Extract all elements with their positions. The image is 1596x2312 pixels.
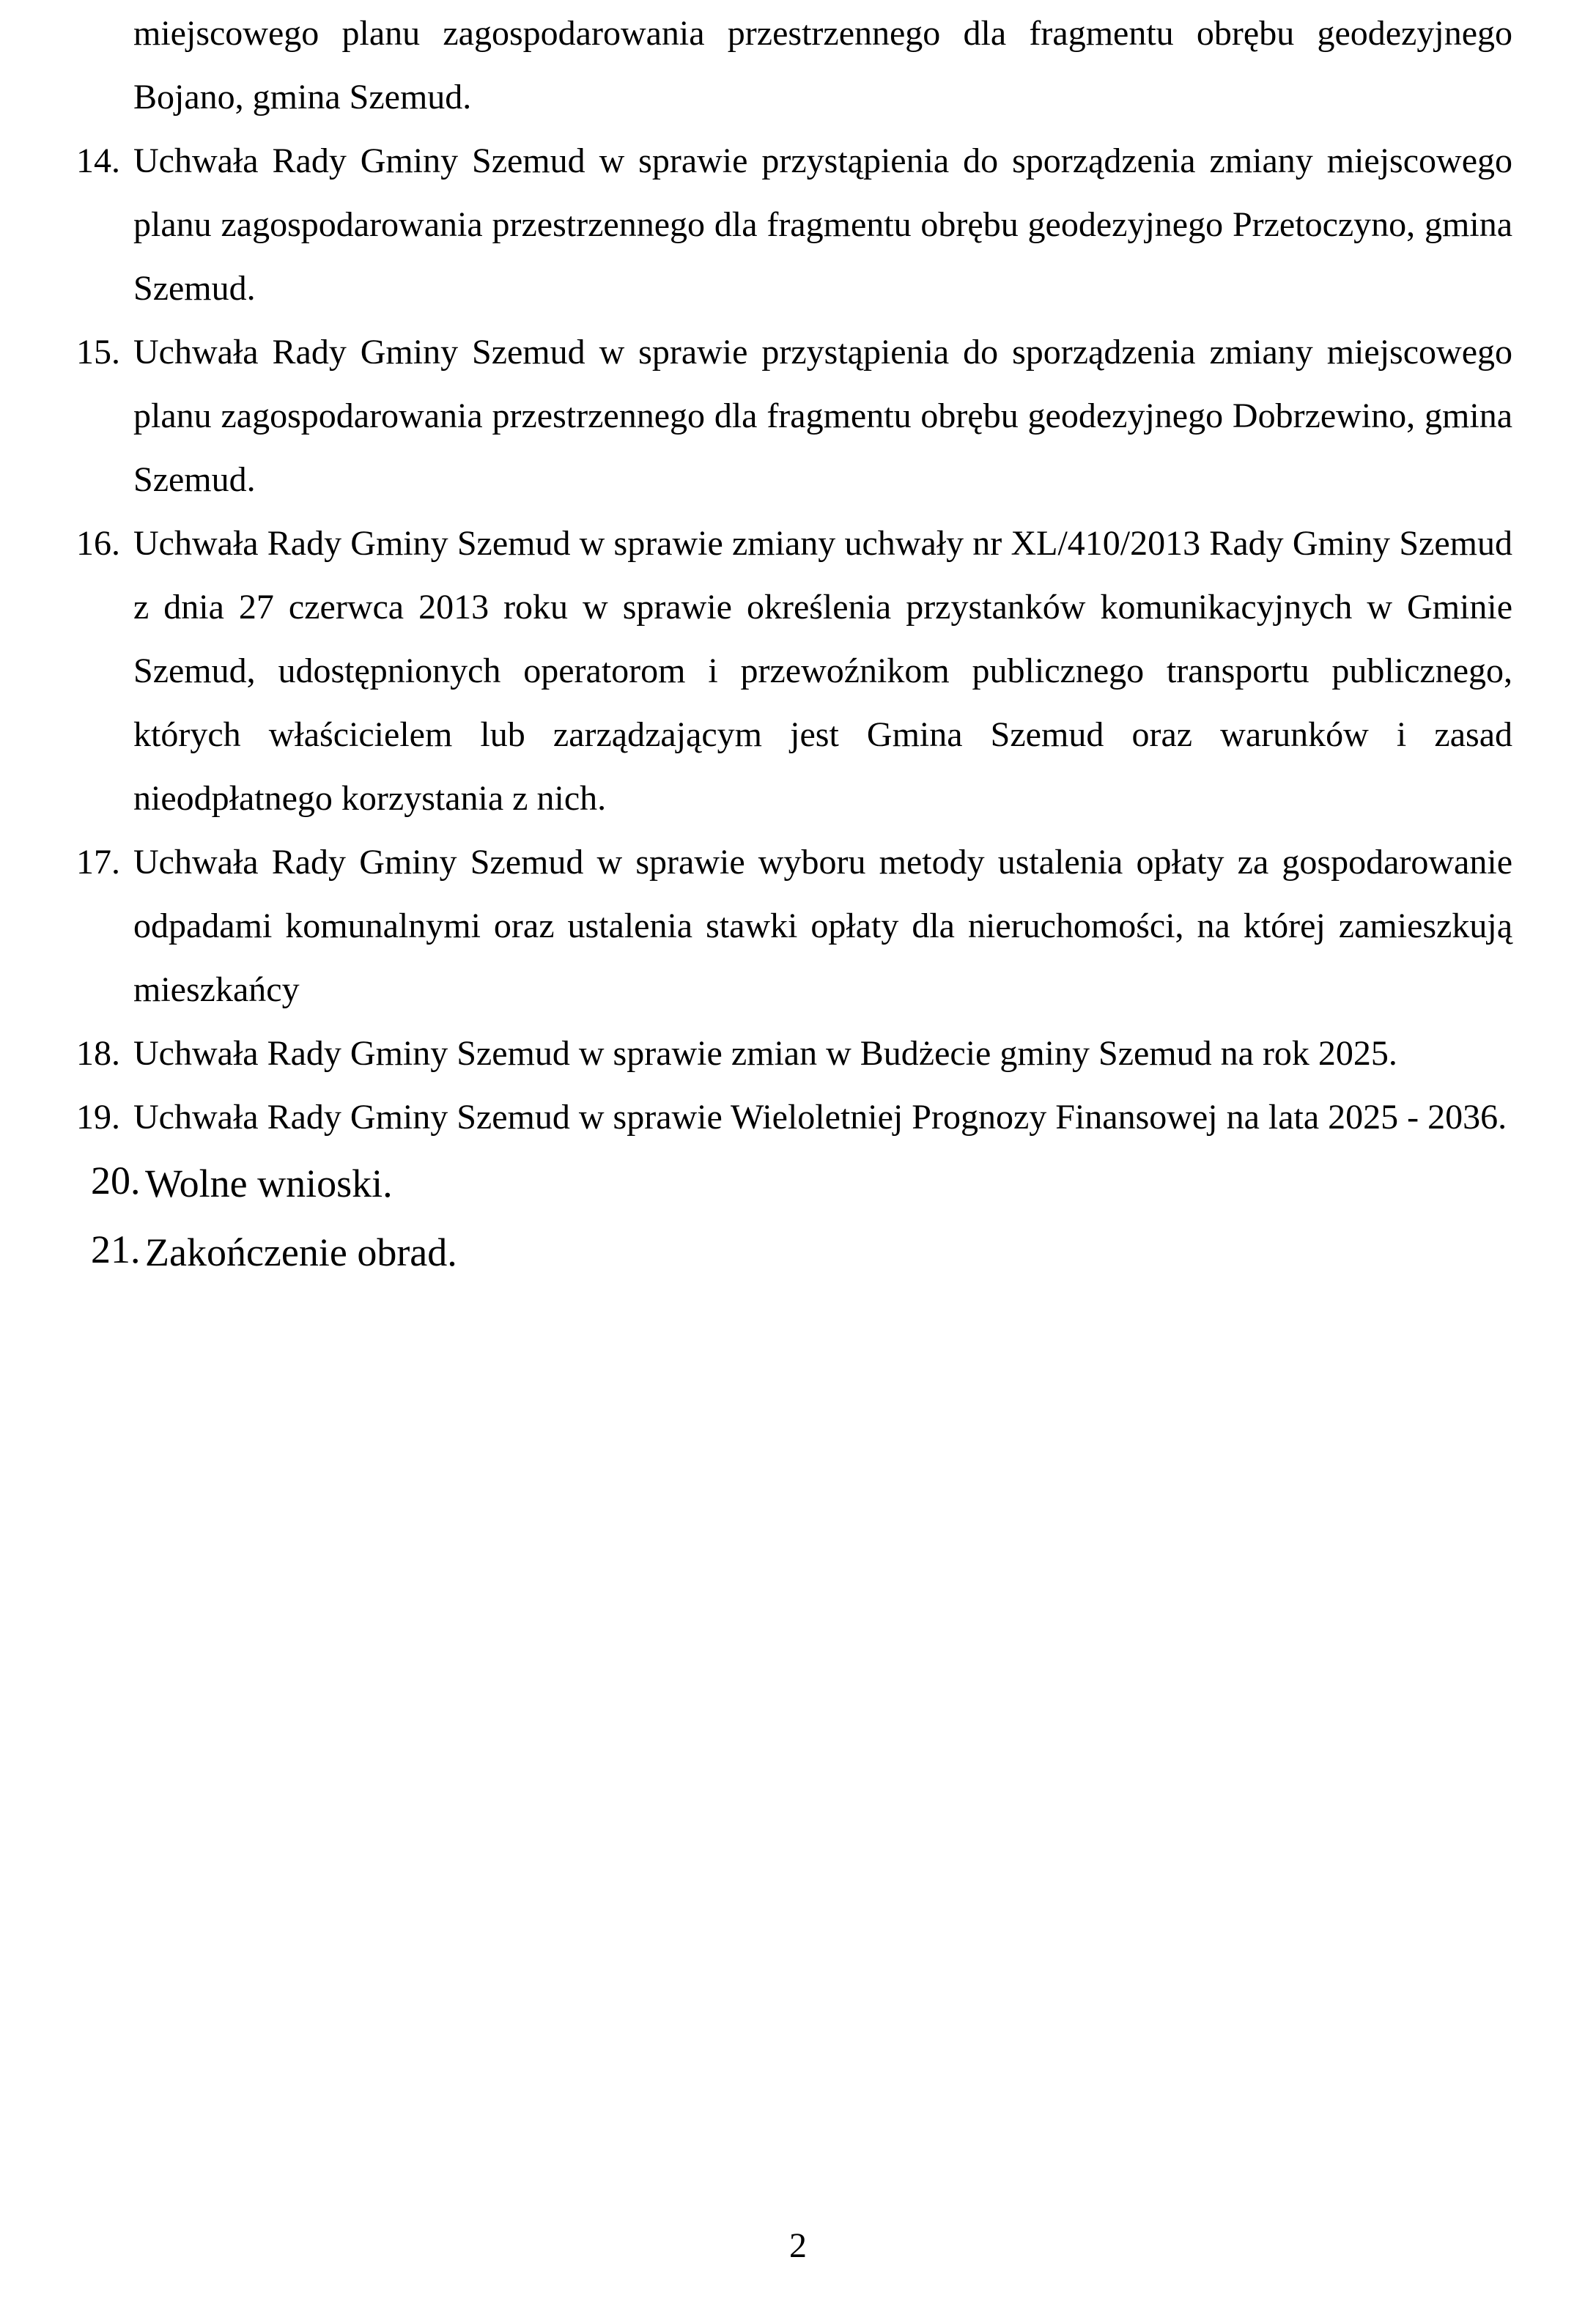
agenda-item-19 (76, 1085, 1512, 1149)
item-number: 16. (76, 524, 120, 563)
item-number: 17. (76, 843, 120, 882)
agenda-list (76, 1, 1512, 1287)
item-text: Uchwała Rady Gminy Szemud w sprawie przystąpienia do sporządzenia zmiany miejscowego planu zagospodarowania przestrzennego dla fragmentu obrębu geodezyjnego Przetoczyno, gmina Szemud. (133, 141, 1512, 308)
item-number: 20. (91, 1159, 141, 1203)
item-text: Uchwała Rady Gminy Szemud w sprawie Wieloletniej Prognozy Finansowej na lata 2025 - 2036. (133, 1098, 1507, 1137)
agenda-item-17 (76, 830, 1512, 1022)
item-number: 21. (91, 1227, 141, 1271)
item-text: Uchwała Rady Gminy Szemud w sprawie zmiany uchwały nr XL/410/2013 Rady Gminy Szemud z dnia 27 czerwca 2013 roku w sprawie określenia przystanków komunikacyjnych w Gminie Szemud, udostępnionych operatorom i przewoźnikom publicznego transportu publicznego, których właścicielem lub zarządzającym jest Gmina Szemud oraz warunków i zasad nieodpłatnego korzystania z nich. (133, 524, 1512, 818)
agenda-item-18 (76, 1022, 1512, 1085)
agenda-item-21 (76, 1218, 1512, 1287)
agenda-item-20 (76, 1149, 1512, 1218)
page-number: 2 (789, 2226, 807, 2265)
item-number: 14. (76, 141, 120, 180)
item-text: Wolne wnioski. (145, 1161, 393, 1205)
item-text: Zakończenie obrad. (145, 1230, 457, 1274)
item-text: Uchwała Rady Gminy Szemud w sprawie wyboru metody ustalenia opłaty za gospodarowanie odpadami komunalnymi oraz ustalenia stawki opłaty dla nieruchomości, na której zamieszkują mieszkańcy (133, 843, 1512, 1009)
agenda-item-16 (76, 511, 1512, 830)
item-text: Uchwała Rady Gminy Szemud w sprawie zmian w Budżecie gminy Szemud na rok 2025. (133, 1034, 1397, 1073)
agenda-item-14 (76, 129, 1512, 320)
continuation-text: miejscowego planu zagospodarowania przestrzennego dla fragmentu obrębu geodezyjnego Bojano, gmina Szemud. (133, 14, 1512, 117)
agenda-item-15 (76, 320, 1512, 511)
item-text: Uchwała Rady Gminy Szemud w sprawie przystąpienia do sporządzenia zmiany miejscowego planu zagospodarowania przestrzennego dla fragmentu obrębu geodezyjnego Dobrzewino, gmina Szemud. (133, 333, 1512, 499)
item-number: 18. (76, 1034, 120, 1073)
item-number: 15. (76, 333, 120, 372)
item-number: 19. (76, 1098, 120, 1137)
